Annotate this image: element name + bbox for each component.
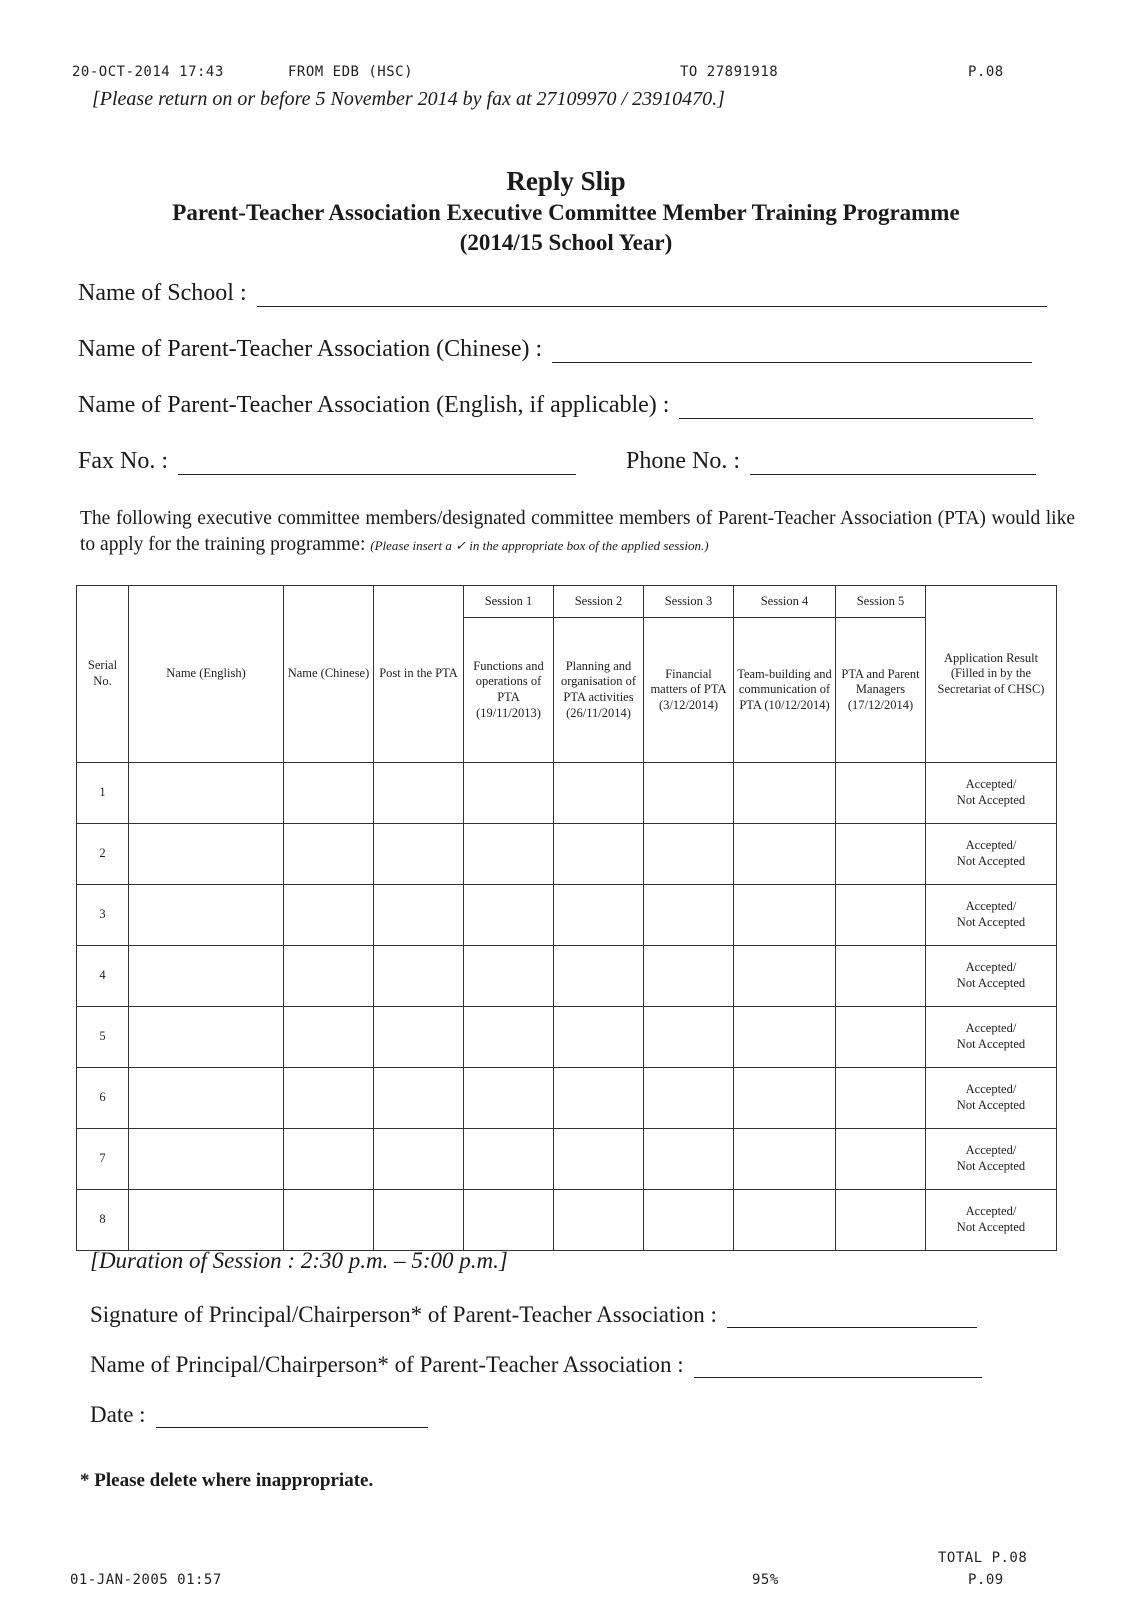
session-3-checkbox[interactable] [644,946,734,1007]
post-cell[interactable] [374,1190,464,1251]
header-name-chinese: Name (Chinese) [284,586,374,763]
name-english-cell[interactable] [129,1190,284,1251]
fax-header-from: FROM EDB (HSC) [288,64,414,80]
principal-name-label: Name of Principal/Chairperson* of Parent-Teacher Association : [90,1352,684,1377]
application-result-cell [926,1129,1057,1190]
application-table [76,585,1057,1251]
name-chinese-cell[interactable] [284,946,374,1007]
header-session-5: Session 5 [836,586,926,618]
table-row [77,1190,1057,1251]
table-row [77,885,1057,946]
header-application-result: Application Result (Filled in by the Secretariat of CHSC) [926,586,1057,763]
application-result-cell [926,946,1057,1007]
fax-field [78,448,576,475]
name-chinese-cell[interactable] [284,1007,374,1068]
phone-input-line[interactable] [750,452,1036,475]
session-2-checkbox[interactable] [554,1129,644,1190]
session-3-checkbox[interactable] [644,763,734,824]
table-row [77,946,1057,1007]
signature-input-line[interactable] [727,1307,977,1328]
header-session-3: Session 3 [644,586,734,618]
fax-input-line[interactable] [178,452,576,475]
fax-footer-datetime: 01-JAN-2005 01:57 [70,1572,222,1588]
session-3-topic: Financial matters of PTA (3/12/2014) [644,618,734,763]
session-1-checkbox[interactable] [464,824,554,885]
session-5-topic: PTA and Parent Managers (17/12/2014) [836,618,926,763]
signature-label: Signature of Principal/Chairperson* of Parent-Teacher Association : [90,1302,717,1327]
session-2-checkbox[interactable] [554,1068,644,1129]
fax-header-datetime: 20-OCT-2014 17:43 [72,64,224,80]
pta-chinese-label: Name of Parent-Teacher Association (Chinese) : [78,336,543,362]
school-name-input-line[interactable] [257,284,1047,307]
session-1-topic: Functions and operations of PTA (19/11/2013) [464,618,554,763]
signature-field [90,1302,977,1328]
date-field [90,1402,428,1428]
result-accepted: Accepted/ [965,1082,1017,1097]
fax-label: Fax No. : [78,448,168,474]
principal-name-input-line[interactable] [694,1357,982,1378]
session-5-checkbox[interactable] [836,1007,926,1068]
serial-number: 4 [77,946,129,1007]
result-not-accepted: Not Accepted [956,976,1026,990]
intro-text: The following executive committee members/designated committee members of Parent-Teacher Association (PTA) would like to apply for the training programme: [80,508,1075,555]
serial-number: 1 [77,763,129,824]
application-result-cell [926,885,1057,946]
serial-number: 2 [77,824,129,885]
session-4-topic: Team-building and communication of PTA (10/12/2014) [734,618,836,763]
post-cell[interactable] [374,1129,464,1190]
result-not-accepted: Not Accepted [956,915,1026,929]
pta-chinese-input-line[interactable] [552,340,1032,363]
name-chinese-cell[interactable] [284,1129,374,1190]
school-name-label: Name of School : [78,280,247,306]
pta-chinese-field [78,336,1032,363]
session-5-checkbox[interactable] [836,763,926,824]
header-post: Post in the PTA [374,586,464,763]
intro-paragraph [80,506,1075,559]
result-accepted: Accepted/ [965,899,1017,914]
pta-english-input-line[interactable] [679,396,1033,419]
name-chinese-cell[interactable] [284,763,374,824]
header-session-2: Session 2 [554,586,644,618]
name-english-cell[interactable] [129,763,284,824]
session-3-checkbox[interactable] [644,1190,734,1251]
session-5-checkbox[interactable] [836,824,926,885]
name-english-cell[interactable] [129,885,284,946]
name-english-cell[interactable] [129,1068,284,1129]
result-not-accepted: Not Accepted [956,1220,1026,1234]
school-name-field [78,280,1047,307]
result-accepted: Accepted/ [965,960,1017,975]
result-not-accepted: Not Accepted [956,1037,1026,1051]
session-1-checkbox[interactable] [464,1129,554,1190]
pta-english-field [78,392,1033,419]
phone-label: Phone No. : [626,448,740,474]
session-2-checkbox[interactable] [554,1190,644,1251]
session-1-checkbox[interactable] [464,1068,554,1129]
session-4-checkbox[interactable] [734,1129,836,1190]
table-row [77,1068,1057,1129]
fax-header-to: TO 27891918 [680,64,779,80]
result-not-accepted: Not Accepted [956,793,1026,807]
session-4-checkbox[interactable] [734,1190,836,1251]
session-2-checkbox[interactable] [554,885,644,946]
duration-note: [Duration of Session : 2:30 p.m. – 5:00 p.m.] [90,1248,508,1273]
session-1-checkbox[interactable] [464,763,554,824]
session-3-checkbox[interactable] [644,824,734,885]
result-accepted: Accepted/ [965,777,1017,792]
table-body [77,763,1057,1251]
session-3-checkbox[interactable] [644,1129,734,1190]
page-title: Reply Slip [506,166,626,196]
intro-note: (Please insert a ✓ in the appropriate box of the applied session.) [370,538,709,553]
name-english-cell[interactable] [129,824,284,885]
application-result-cell [926,1007,1057,1068]
session-2-topic: Planning and organisation of PTA activities (26/11/2014) [554,618,644,763]
table-row [77,763,1057,824]
date-input-line[interactable] [156,1407,428,1428]
delete-note: * Please delete where inappropriate. [80,1470,374,1491]
result-accepted: Accepted/ [965,1021,1017,1036]
session-2-checkbox[interactable] [554,763,644,824]
post-cell[interactable] [374,763,464,824]
serial-number: 8 [77,1190,129,1251]
table-row [77,1007,1057,1068]
session-4-checkbox[interactable] [734,824,836,885]
name-english-cell[interactable] [129,1007,284,1068]
header-session-1: Session 1 [464,586,554,618]
session-3-checkbox[interactable] [644,885,734,946]
table-row [77,1129,1057,1190]
page-subtitle: Parent-Teacher Association Executive Committee Member Training Programme [172,200,960,225]
post-cell[interactable] [374,824,464,885]
session-4-checkbox[interactable] [734,1007,836,1068]
return-note: [Please return on or before 5 November 2014 by fax at 27109970 / 23910470.] [92,88,725,110]
session-5-checkbox[interactable] [836,946,926,1007]
name-english-cell[interactable] [129,946,284,1007]
application-result-cell [926,824,1057,885]
result-not-accepted: Not Accepted [956,854,1026,868]
phone-field [626,448,1036,475]
result-accepted: Accepted/ [965,838,1017,853]
post-cell[interactable] [374,946,464,1007]
application-result-cell [926,763,1057,824]
application-result-cell [926,1190,1057,1251]
fax-header-page: P.08 [968,64,1004,80]
name-english-cell[interactable] [129,1129,284,1190]
pta-english-label: Name of Parent-Teacher Association (English, if applicable) : [78,392,670,418]
session-2-checkbox[interactable] [554,1007,644,1068]
session-1-checkbox[interactable] [464,885,554,946]
session-5-checkbox[interactable] [836,1190,926,1251]
fax-footer-page: P.09 [968,1572,1004,1588]
session-2-checkbox[interactable] [554,824,644,885]
fax-footer-percent: 95% [752,1572,779,1588]
serial-number: 3 [77,885,129,946]
date-label: Date : [90,1402,146,1427]
serial-number: 6 [77,1068,129,1129]
name-chinese-cell[interactable] [284,1068,374,1129]
principal-name-field [90,1352,982,1378]
session-5-checkbox[interactable] [836,1068,926,1129]
application-result-cell [926,1068,1057,1129]
session-4-checkbox[interactable] [734,885,836,946]
serial-number: 7 [77,1129,129,1190]
name-chinese-cell[interactable] [284,885,374,946]
session-3-checkbox[interactable] [644,1007,734,1068]
name-chinese-cell[interactable] [284,1190,374,1251]
fax-footer-total: TOTAL P.08 [938,1550,1028,1566]
session-3-checkbox[interactable] [644,1068,734,1129]
session-4-checkbox[interactable] [734,1068,836,1129]
result-accepted: Accepted/ [965,1204,1017,1219]
session-2-checkbox[interactable] [554,946,644,1007]
header-session-4: Session 4 [734,586,836,618]
session-1-checkbox[interactable] [464,1007,554,1068]
serial-number: 5 [77,1007,129,1068]
result-accepted: Accepted/ [965,1143,1017,1158]
session-1-checkbox[interactable] [464,946,554,1007]
post-cell[interactable] [374,1007,464,1068]
table-row [77,824,1057,885]
session-4-checkbox[interactable] [734,763,836,824]
session-1-checkbox[interactable] [464,1190,554,1251]
header-serial: Serial No. [77,586,129,763]
school-year: (2014/15 School Year) [459,230,673,255]
result-not-accepted: Not Accepted [956,1159,1026,1173]
post-cell[interactable] [374,885,464,946]
session-5-checkbox[interactable] [836,885,926,946]
session-4-checkbox[interactable] [734,946,836,1007]
post-cell[interactable] [374,1068,464,1129]
name-chinese-cell[interactable] [284,824,374,885]
result-not-accepted: Not Accepted [956,1098,1026,1112]
header-name-english: Name (English) [129,586,284,763]
session-5-checkbox[interactable] [836,1129,926,1190]
